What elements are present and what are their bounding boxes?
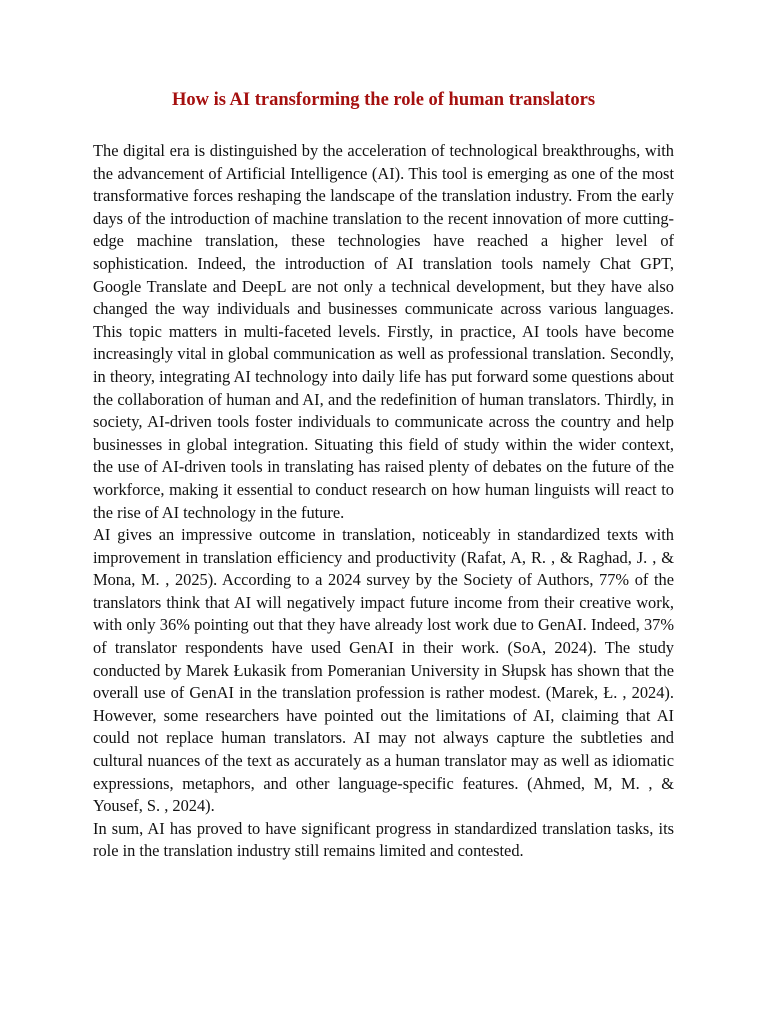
paragraph-research: AI gives an impressive outcome in translation, noticeably in standardized texts with improvement in translation efficiency and productivity (Rafat, A, R. , & Raghad, J. , & Mona, M. , 2025). According to a 2024 survey by the Society of Authors, 77% of the translators think that AI will negatively impact future income from their creative work, with only 36% pointing out that they have already lost work due to GenAI. Indeed, 37% of translator respondents have used GenAI in their work. (SoA, 2024). The study conducted by Marek Łukasik from Pomeranian University in Słupsk has shown that the overall use of GenAI in the translation profession is rather modest. (Marek, Ł. , 2024). However, some researchers have pointed out the limitations of AI, claiming that AI could not replace human translators. AI may not always capture the subtleties and cultural nuances of the text as accurately as a human translator may as well as idiomatic expressions, metaphors, and other language-specific features. (Ahmed, M, M. , & Yousef, S. , 2024).	[93, 525, 674, 816]
paragraph-intro: The digital era is distinguished by the acceleration of technological breakthroughs, with the advancement of Artificial Intelligence (AI). This tool is emerging as one of the most transformative forces reshaping the landscape of the translation industry. From the early days of the introduction of machine translation to the recent innovation of more cutting-edge machine translation, these technologies have reached a higher level of sophistication. Indeed, the introduction of AI translation tools namely Chat GPT, Google Translate and DeepL are not only a technical development, but they have also changed the way individuals and businesses communicate across various languages. This topic matters in multi-faceted levels. Firstly, in practice, AI tools have become increasingly vital in global communication as well as professional translation. Secondly, in theory, integrating AI technology into daily life has put forward some questions about the collaboration of human and AI, and the redefinition of human translators. Thirdly, in society, AI-driven tools foster individuals to communicate across the country and help businesses in global integration. Situating this field of study within the wider context, the use of AI-driven tools in translating has raised plenty of debates on the future of the workforce, making it essential to conduct research on how human linguists will react to the rise of AI technology in the future.	[93, 141, 674, 522]
document-title: How is AI transforming the role of human translators	[171, 90, 596, 110]
paragraph-summary: In sum, AI has proved to have significant progress in standardized translation tasks, its role in the translation industry still remains limited and contested.	[93, 818, 674, 861]
document-page	[93, 86, 674, 863]
